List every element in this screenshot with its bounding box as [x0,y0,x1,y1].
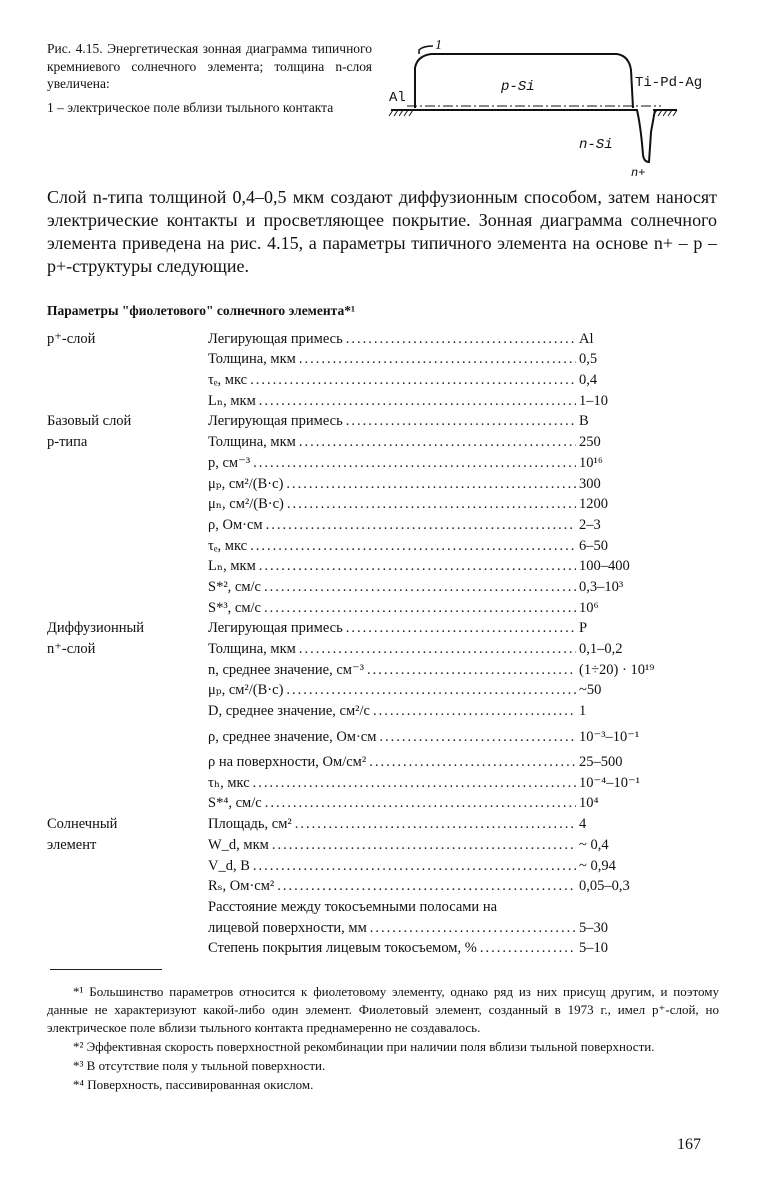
param-row [47,513,687,534]
param-label: Легирующая примесь [208,330,343,347]
param-value: 0,5 [579,351,598,368]
param-value: 1 [579,703,587,720]
leader-dots [346,413,576,430]
param-label: Толщина, мкм [208,641,296,657]
param-row [47,895,687,916]
param-value: 1200 [579,496,608,513]
param-group: элемент [47,836,97,853]
leader-dots [299,434,576,451]
param-value: 1–10 [579,392,608,409]
param-row [47,679,687,700]
param-value: 100–400 [579,558,630,575]
leader-dots [265,795,576,812]
param-row [47,937,687,958]
leader-dots [264,600,576,617]
param-row [47,658,687,679]
page-number: 167 [677,1136,701,1153]
leader-dots [480,940,576,957]
leader-dots [264,579,576,596]
table-title: Параметры "фиолетового" солнечного элемента*¹ [47,303,355,318]
param-row [47,596,687,617]
param-row [47,555,687,576]
leader-dots [259,393,576,410]
param-label: Lₙ, мкм [208,392,256,409]
param-group: p⁺-слой [47,330,96,347]
leader-dots [370,920,576,937]
leader-dots [299,641,576,658]
param-row [47,534,687,555]
param-row [47,812,687,833]
param-row [47,699,687,720]
leader-dots [277,878,576,895]
leader-dots [272,837,576,854]
param-label: Толщина, мкм [208,434,296,451]
param-label: ρ, Ом·см [208,516,263,533]
param-row [47,410,687,431]
footnote: *⁴ Поверхность, пассивированная окислом. [73,1077,314,1092]
n-plus-label: n+ [631,166,646,180]
param-group: Диффузионный [47,620,145,637]
leader-dots [346,331,576,348]
leader-dots [369,754,576,771]
param-row [47,875,687,896]
leader-dots [379,729,576,746]
param-label: V_d, В [208,857,250,874]
param-row [47,771,687,792]
param-value: 10⁶ [579,599,599,616]
param-row [47,493,687,514]
param-value: Al [579,330,594,347]
param-row [47,348,687,369]
param-row [47,792,687,813]
param-label: W_d, мкм [208,836,269,853]
param-row [47,472,687,493]
caption-legend-item: 1 – электрическое поле вблизи тыльного контакта [47,99,334,115]
param-value: 10¹⁶ [579,454,603,471]
param-value: 0,1–0,2 [579,641,623,657]
caption-text: Рис. 4.15. Энергетическая зонная диаграмма типичного кремниевого солнечного элемента; толщина n-слоя увеличена: [47,41,372,91]
parameters-table [47,327,687,957]
param-value: 300 [579,475,601,492]
param-label: S*³, см/с [208,599,261,616]
leader-dots [266,517,576,534]
al-contact-label: Al [389,90,406,106]
param-value: ~ 0,94 [579,857,616,874]
param-row [47,833,687,854]
leader-dots [253,858,576,875]
param-value: 250 [579,434,601,451]
param-row [47,720,687,746]
param-value: 0,4 [579,372,598,389]
param-row [47,575,687,596]
param-value: 6–50 [579,537,608,554]
band-diagram-figure [389,46,677,162]
param-value: B [579,413,589,430]
param-row [47,746,687,772]
param-label: ρ, среднее значение, Ом·см [208,728,377,745]
param-group: p-типа [47,434,88,451]
param-value: 0,3–10³ [579,578,624,595]
leader-dots [286,682,576,699]
valence-band-line [415,110,655,162]
param-row [47,327,687,348]
param-value: ~50 [579,682,602,699]
param-value: 10⁴ [579,795,599,812]
leader-dots [250,372,576,389]
param-label: μₚ, см²/(В·с) [208,475,284,492]
p-si-label: p-Si [501,79,535,95]
footnote: *³ В отсутствие поля у тыльной поверхности. [73,1058,326,1073]
leader-dots [250,538,576,555]
footnote-divider [50,969,162,970]
param-label: Lₙ, мкм [208,558,256,575]
param-label: Rₛ, Ом·см² [208,878,275,895]
field-marker-line [419,46,433,54]
param-group: n⁺-слой [47,641,96,657]
param-label: Легирующая примесь [208,620,343,637]
param-label: τₕ, мкс [208,774,250,791]
leader-dots [259,558,576,575]
param-label: S*², см/с [208,578,261,595]
leader-dots [346,620,576,637]
param-label: τₑ, мкс [208,372,248,389]
param-label: n, среднее значение, см⁻³ [208,661,364,678]
leader-dots [373,703,576,720]
param-label: D, среднее значение, см²/с [208,703,370,720]
param-row [47,637,687,658]
param-value: 10⁻³–10⁻¹ [579,728,640,745]
param-label: p, см⁻³ [208,454,251,471]
param-value: 5–30 [579,919,608,936]
param-value: 0,05–0,3 [579,878,630,895]
body-paragraph: Слой n-типа толщиной 0,4–0,5 мкм создают диффузионным способом, затем наносят электрические контакты и просветляющее покрытие. Зонная диаграмма солнечного элемента приведена на рис. 4.15, а параметры типичного элемента на основе n+ – p – p+-структуры следующие. [47,187,717,276]
param-row [47,451,687,472]
param-label: Толщина, мкм [208,351,296,368]
param-label: μₙ, см²/(В·с) [208,496,284,513]
param-group: Солнечный [47,816,118,833]
figure-caption [47,40,372,116]
leader-dots [287,496,576,513]
param-value: ~ 0,4 [579,836,609,853]
param-value: 5–10 [579,940,608,957]
param-row [47,916,687,937]
param-label: μₚ, см²/(В·с) [208,682,284,699]
param-value: P [579,620,588,637]
param-value: (1÷20) · 10¹⁹ [579,661,655,678]
param-label: Расстояние между токосъемными полосами на [208,898,498,915]
param-label: лицевой поверхности, мм [208,919,367,936]
n-si-label: n-Si [579,137,613,153]
footnote: *¹ Большинство параметров относится к фиолетовому элементу, однако ряд из них присущ другим, и поэтому данные не характеризуют какой-либо один элемент. Фиолетовый элемент, созданный в 1973 г., имел p⁺-слой, но электрическое поле вблизи тыльного контакта преднамеренно не создавалось. [47,984,719,1035]
leader-dots [286,476,576,493]
leader-dots [299,351,576,368]
param-label: τₑ, мкс [208,537,248,554]
param-label: ρ на поверхности, Ом/см² [208,754,367,771]
param-label: Площадь, см² [208,816,292,833]
field-marker-label: 1 [435,40,442,53]
leader-dots [295,816,576,833]
leader-dots [253,455,576,472]
param-row [47,430,687,451]
param-label: Легирующая примесь [208,413,343,430]
band-diagram [385,40,715,180]
param-value: 2–3 [579,516,601,533]
param-row [47,368,687,389]
param-row [47,617,687,638]
footnotes [47,983,719,1095]
footnote: *² Эффективная скорость поверхностной рекомбинации при наличии поля вблизи тыльной поверхности. [73,1039,655,1054]
ti-pd-ag-label: Ti-Pd-Ag [635,75,703,91]
leader-dots [253,775,576,792]
param-label: Степень покрытия лицевым токосъемом, % [208,940,477,957]
param-value: 25–500 [579,754,623,771]
param-group: Базовый слой [47,413,132,430]
param-row [47,389,687,410]
leader-dots [367,662,576,679]
param-value: 10⁻⁴–10⁻¹ [579,774,640,791]
param-value: 4 [579,816,587,833]
param-row [47,854,687,875]
param-label: S*⁴, см/с [208,795,262,812]
